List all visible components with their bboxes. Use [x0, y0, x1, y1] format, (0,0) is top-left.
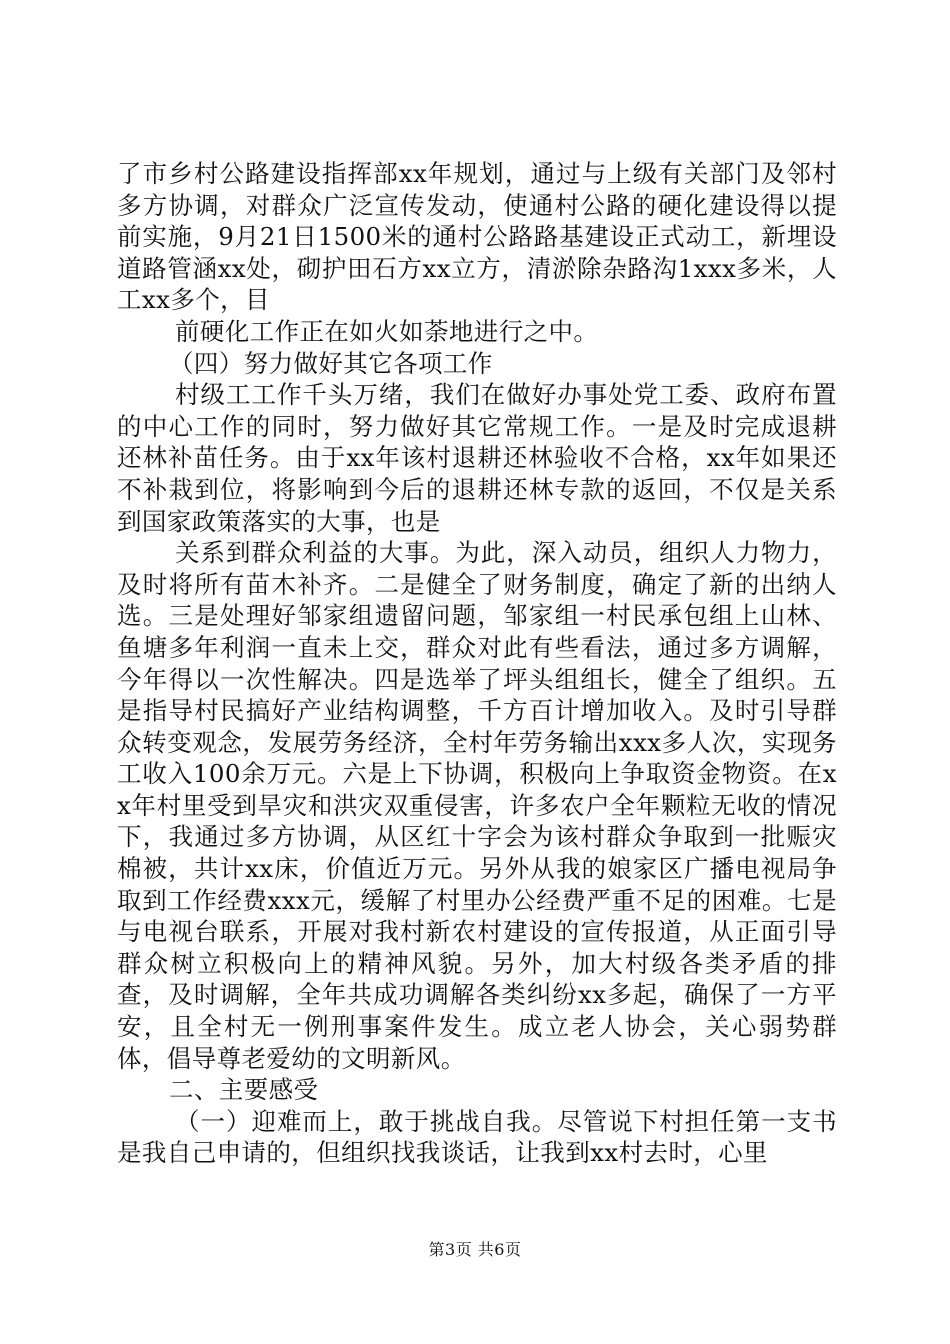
section-heading-other-work: （四）努力做好其它各项工作 [169, 348, 493, 378]
paragraph-challenge-self: （一）迎难而上，敢于挑战自我。尽管说下村担任第一支书是我自己申请的，但组织找我谈话，让我到xx村去时，心里 [117, 1106, 837, 1168]
section-heading-main-feelings: 二、主要感受 [169, 1075, 319, 1105]
page-number-footer: 第3页 共6页 [428, 1240, 522, 1259]
paragraph-hardening-progress: 前硬化工作正在如火如荼地进行之中。 [175, 316, 599, 346]
paragraph-village-work: 村级工工作千头万绪，我们在做好办事处党工委、政府布置的中心工作的同时，努力做好其它常规工作。一是及时完成退耕还林补苗任务。由于xx年该村退耕还林验收不合格，xx年如果还不补栽到位，将影响到今后的退耕还林专款的返回，不仅是关系到国家政策落实的大事，也是 [117, 380, 837, 536]
paragraph-public-interest: 关系到群众利益的大事。为此，深入动员，组织人力物力，及时将所有苗木补齐。二是健全了财务制度，确定了新的出纳人选。三是处理好邹家组遗留问题，邹家组一村民承包组上山林、鱼塘多年利润一直未上交，群众对此有些看法，通过多方调解，今年得以一次性解决。四是选举了坪头组组长，健全了组织。五是指导村民搞好产业结构调整，千方百计增加收入。及时引导群众转变观念，发展劳务经济，全村年劳务输出xxx多人次，实现务工收入100余万元。六是上下协调，积极向上争取资金物资。在xx年村里受到旱灾和洪灾双重侵害，许多农户全年颗粒无收的情况下，我通过多方协调，从区红十字会为该村群众争取到一批赈灾棉被，共计xx床，价值近万元。另外从我的娘家区广播电视局争取到工作经费xxx元，缓解了村里办公经费严重不足的困难。七是与电视台联系，开展对我村新农村建设的宣传报道，从正面引导群众树立积极向上的精神风貌。另外，加大村级各类矛盾的排查，及时调解，全年共成功调解各类纠纷xx多起，确保了一方平安，且全村无一例刑事案件发生。成立老人协会，关心弱势群体，倡导尊老爱幼的文明新风。 [117, 538, 837, 1073]
document-body [117, 158, 837, 1169]
paragraph-road-construction: 了市乡村公路建设指挥部xx年规划，通过与上级有关部门及邻村多方协调，对群众广泛宣传发动，使通村公路的硬化建设得以提前实施，9月21日1500米的通村公路路基建设正式动工，新埋设道路管涵xx处，砌护田石方xx立方，清淤除杂路沟1xxx多米，人工xx多个，目 [117, 159, 837, 315]
